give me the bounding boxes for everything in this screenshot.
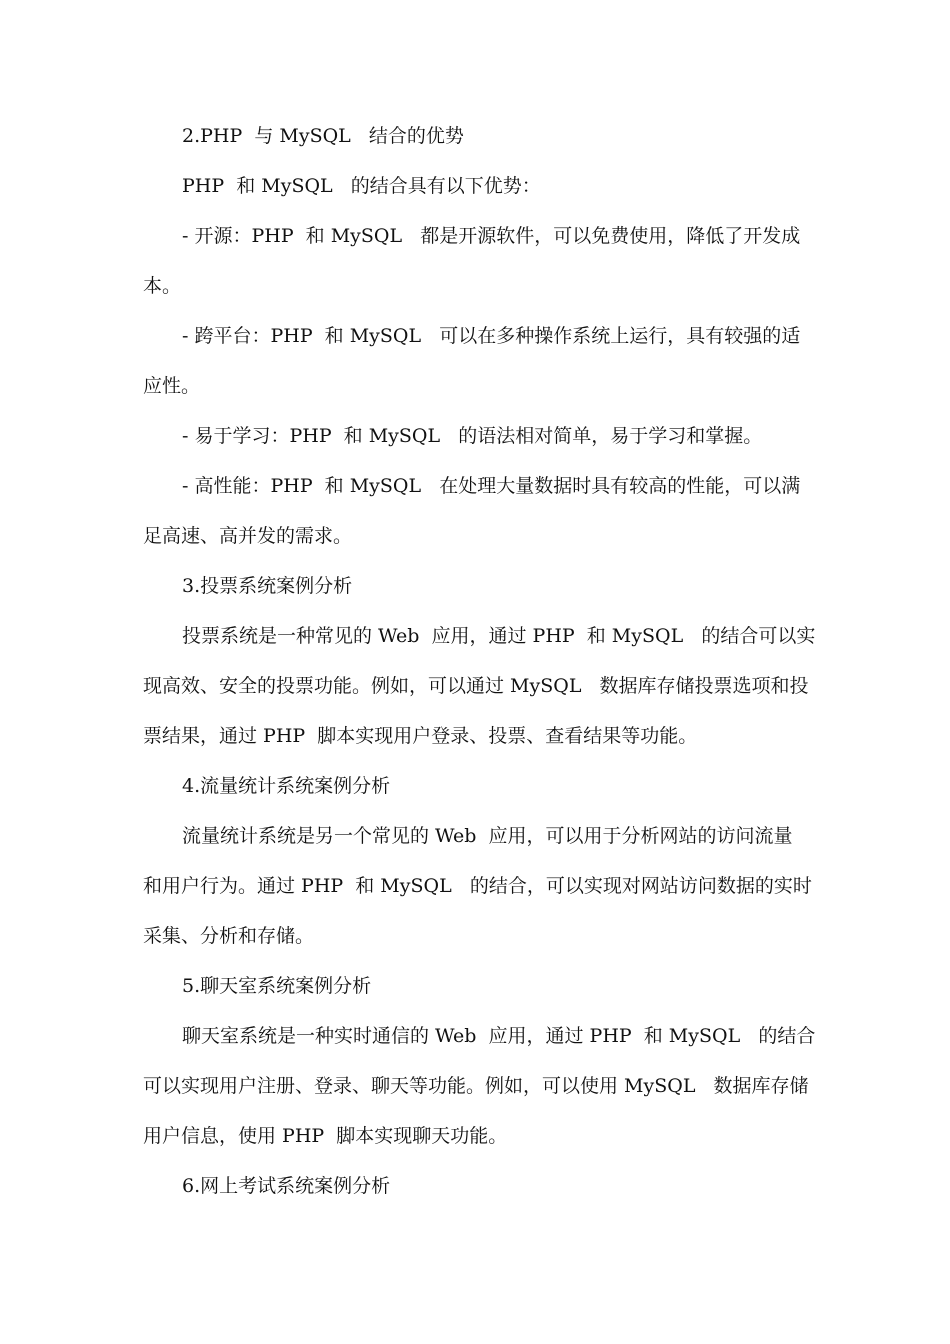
- list-item-line: - 开源：PHP 和 MySQL 都是开源软件，可以免费使用，降低了开发成: [182, 225, 801, 247]
- paragraph-line: 投票系统是一种常见的 Web 应用，通过 PHP 和 MySQL 的结合可以实: [182, 625, 816, 647]
- paragraph-line: 现高效、安全的投票功能。例如，可以通过 MySQL 数据库存储投票选项和投: [143, 675, 809, 697]
- list-item-line: - 跨平台：PHP 和 MySQL 可以在多种操作系统上运行，具有较强的适: [182, 325, 801, 347]
- paragraph-line: 采集、分析和存储。: [143, 925, 315, 947]
- list-item-line: 应性。: [143, 375, 201, 397]
- paragraph-line: PHP 和 MySQL 的结合具有以下优势：: [182, 175, 541, 197]
- list-item-line: - 易于学习：PHP 和 MySQL 的语法相对简单，易于学习和掌握。: [182, 425, 763, 447]
- section-heading: 3.投票系统案例分析: [182, 575, 353, 597]
- paragraph-line: 票结果，通过 PHP 脚本实现用户登录、投票、查看结果等功能。: [143, 725, 698, 747]
- list-item-line: 足高速、高并发的需求。: [143, 525, 353, 547]
- list-item-line: - 高性能：PHP 和 MySQL 在处理大量数据时具有较高的性能，可以满: [182, 475, 801, 497]
- section-heading: 6.网上考试系统案例分析: [182, 1175, 391, 1197]
- paragraph-line: 和用户行为。通过 PHP 和 MySQL 的结合，可以实现对网站访问数据的实时: [143, 875, 812, 897]
- paragraph-line: 聊天室系统是一种实时通信的 Web 应用，通过 PHP 和 MySQL 的结合: [182, 1025, 816, 1047]
- section-heading: 5.聊天室系统案例分析: [182, 975, 372, 997]
- paragraph-line: 流量统计系统是另一个常见的 Web 应用，可以用于分析网站的访问流量: [182, 825, 793, 847]
- list-item-line: 本。: [143, 275, 182, 297]
- section-heading: 2.PHP 与 MySQL 结合的优势: [182, 125, 464, 147]
- paragraph-line: 用户信息，使用 PHP 脚本实现聊天功能。: [143, 1125, 508, 1147]
- paragraph-line: 可以实现用户注册、登录、聊天等功能。例如，可以使用 MySQL 数据库存储: [143, 1075, 809, 1097]
- section-heading: 4.流量统计系统案例分析: [182, 775, 391, 797]
